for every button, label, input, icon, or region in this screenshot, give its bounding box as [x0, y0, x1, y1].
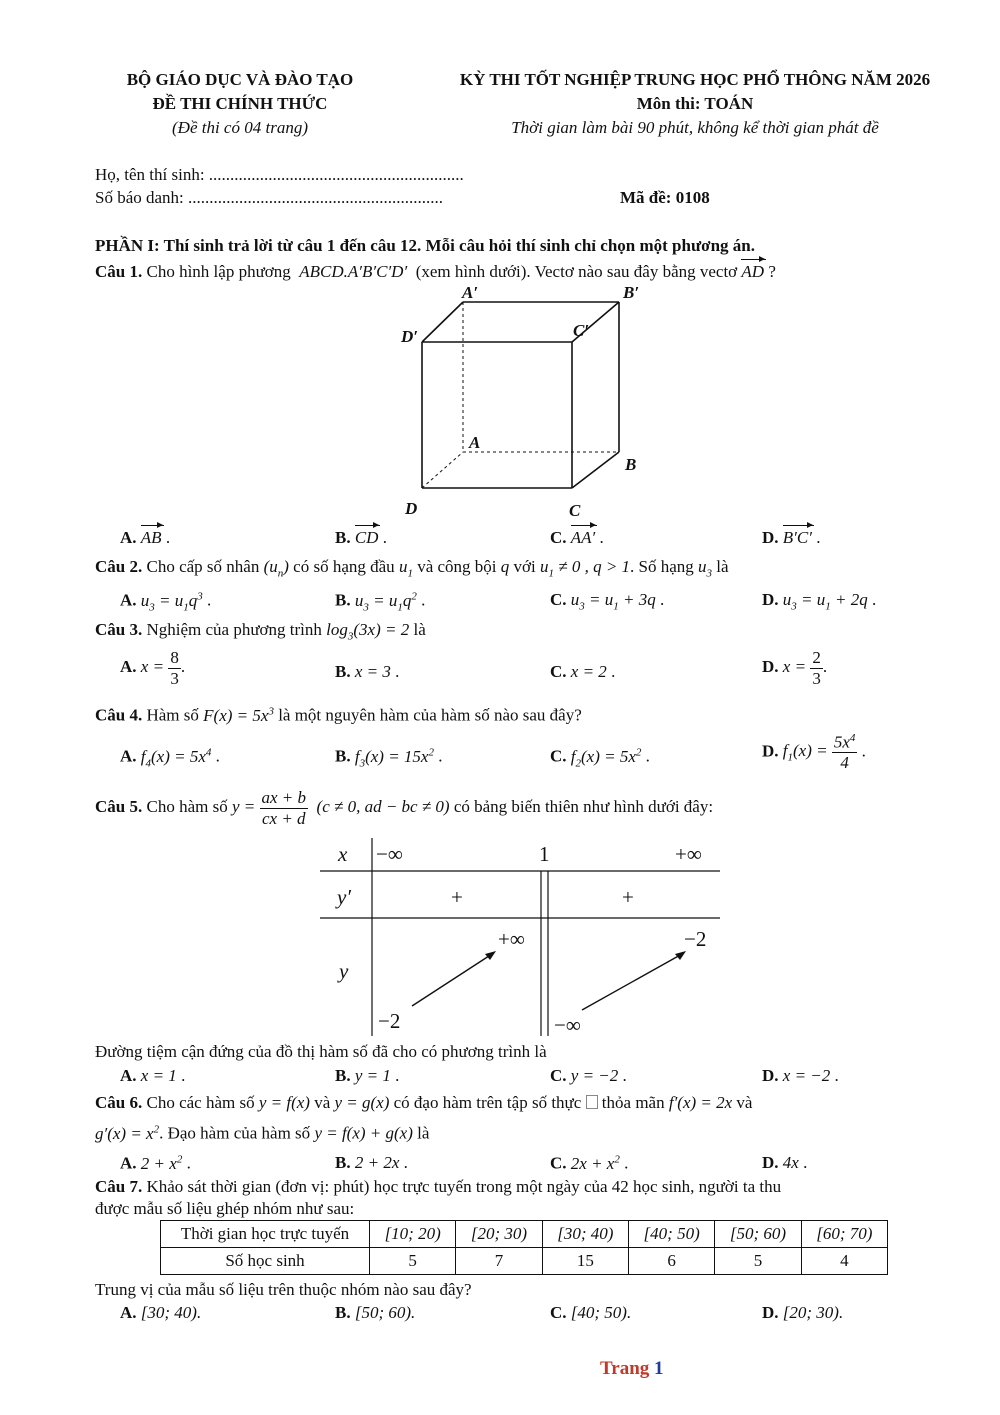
table-cell: [60; 70)	[801, 1221, 887, 1248]
page-no: 1	[654, 1358, 664, 1379]
q1-option-b[interactable]: B. CD .	[335, 528, 387, 547]
table-cell: [30; 40)	[542, 1221, 628, 1248]
q4-option-a[interactable]: A. $f_4(x) = 5x^4$ .	[120, 746, 220, 770]
table-cell: 6	[628, 1248, 714, 1275]
exam-title: KỲ THI TỐT NGHIỆP TRUNG HỌC PHỔ THÔNG NĂM 2026	[459, 70, 931, 89]
q6-text-a: Cho các hàm số	[146, 1093, 255, 1112]
q4-label: Câu 4.	[95, 705, 143, 725]
q5-label: Câu 5.	[95, 796, 143, 816]
q4-stem: Câu 4. Hàm số $F(x) = 5x^3$ là một nguyên hàm của hàm số nào sau đây?	[95, 705, 582, 725]
time-note: Thời gian làm bài 90 phút, không kể thời gian phát đề	[511, 118, 879, 137]
q2-text-a: Cho cấp số nhân	[146, 557, 260, 576]
q4-text-a: Hàm số	[146, 705, 199, 725]
q1-vec-bc: B′C′	[782, 528, 812, 547]
cube-label-b: B	[625, 455, 637, 474]
vt-minus-inf-right: −∞	[554, 1013, 581, 1037]
option-letter: C.	[550, 528, 567, 547]
q3-option-d[interactable]: D. x = $\frac{2}{3}$ .	[762, 648, 828, 688]
q1-vec-aa: AA′	[570, 528, 596, 547]
q7-answer-b: [50; 60).	[354, 1303, 416, 1322]
vt-y-label: y	[339, 959, 349, 983]
q7-answer-c: [40; 50).	[570, 1303, 632, 1322]
q6-text-f: . Đạo hàm của hàm số	[159, 1123, 311, 1143]
q4-text-b: là một nguyên hàm của hàm số nào sau đây?	[278, 705, 582, 725]
q7-label: Câu 7.	[95, 1177, 143, 1196]
q5-option-c[interactable]: C. y = −2 .	[550, 1066, 627, 1085]
q3-option-c[interactable]: C. x = 2 .	[550, 662, 616, 681]
table-cell: 5	[715, 1248, 801, 1275]
q5-option-a[interactable]: A. x = 1 .	[120, 1066, 186, 1085]
cube-label-a-prime: A′	[462, 283, 479, 302]
candidate-name: Họ, tên thí sinh: ............................................................	[95, 165, 464, 184]
q7-option-b[interactable]: B. [50; 60).	[335, 1303, 416, 1322]
table-row	[161, 1221, 888, 1248]
q6-text-c: có đạo hàm trên tập số thực	[393, 1093, 582, 1112]
q2-text-c: và công bội	[417, 557, 497, 576]
variation-table	[320, 838, 720, 1038]
q3-text-b: là	[413, 620, 426, 639]
ministry: BỘ GIÁO DỤC VÀ ĐÀO TẠO	[126, 70, 354, 89]
cube-label-b-prime: B′	[623, 283, 640, 302]
table-cell: [20; 30)	[456, 1221, 542, 1248]
q2-option-b[interactable]: B. $u_3 = u_1q^2$ .	[335, 590, 426, 614]
option-letter: D.	[762, 528, 779, 547]
q6-text-g: là	[417, 1123, 430, 1143]
option-letter: A.	[120, 528, 137, 547]
q7-option-d[interactable]: D. [20; 30).	[762, 1303, 844, 1322]
q1-text-a: Cho hình lập phương	[146, 262, 291, 281]
q3-stem: Câu 3. Nghiệm của phương trình $\log_3(3x) = 2$ là	[95, 620, 426, 643]
cube-label-c-prime: C′	[573, 321, 590, 340]
vt-minus2-left: −2	[378, 1009, 401, 1033]
q6-text-d: thỏa mãn	[601, 1093, 665, 1112]
q2-option-c[interactable]: C. $u_3 = u_1 + 3q$ .	[550, 590, 665, 613]
table-cell: [10; 20)	[370, 1221, 456, 1248]
q3-label: Câu 3.	[95, 620, 143, 639]
q1-stem: Câu 1. Cho hình lập phương ABCD.A′B′C′D′ (xem hình dưới). Vectơ nào sau đây bằng vectơ AD ?	[95, 262, 776, 281]
q6-text-b: và	[314, 1093, 331, 1112]
q6-text-e: và	[736, 1093, 753, 1112]
table-cell: [40; 50)	[628, 1221, 714, 1248]
cube-label-d-prime: D′	[401, 327, 419, 346]
q7-option-c[interactable]: C. [40; 50).	[550, 1303, 632, 1322]
table-cell: 7	[456, 1248, 542, 1275]
q1-label: Câu 1.	[95, 262, 143, 281]
q4-option-b[interactable]: B. $f_3(x) = 15x^2$ .	[335, 746, 443, 770]
vt-plus-left: +	[451, 885, 463, 909]
q2-option-d[interactable]: D. $u_3 = u_1 + 2q$ .	[762, 590, 877, 613]
vt-minus-inf: −∞	[376, 842, 403, 866]
page-word: Trang	[600, 1358, 650, 1379]
q1-option-d[interactable]: D. B′C′ .	[762, 528, 821, 547]
q5-question: Đường tiệm cận đứng của đồ thị hàm số đã cho có phương trình là	[95, 1042, 547, 1061]
q1-vec-cd: CD	[354, 528, 379, 547]
q3-option-a[interactable]: A. x = $\frac{8}{3}$ .	[120, 648, 186, 688]
q7-frequency-table	[160, 1220, 888, 1275]
q5-option-d[interactable]: D. x = −2 .	[762, 1066, 839, 1085]
vt-plus-right: +	[622, 885, 634, 909]
q2-option-a[interactable]: A. $u_3 = u_1q^3$ .	[120, 590, 212, 614]
q6-stem: Câu 6. Cho các hàm số y = f(x) và y = g(x) có đạo hàm trên tập số thực thỏa mãn f′(x) = 2x và	[95, 1093, 753, 1112]
official-label: ĐỀ THI CHÍNH THỨC	[152, 94, 328, 113]
pages-note: (Đề thi có 04 trang)	[172, 118, 308, 137]
q4-option-d[interactable]: D. $f_1(x)$ = $\frac{5x^4}{4}$ .	[762, 732, 866, 773]
q1-vec-ad: AD	[741, 262, 765, 281]
q7-question: Trung vị của mẫu số liệu trên thuộc nhóm nào sau đây?	[95, 1280, 472, 1299]
q6-option-b[interactable]: B. 2 + 2x .	[335, 1153, 408, 1172]
q1-option-a[interactable]: A. AB .	[120, 528, 171, 547]
q6-option-c[interactable]: C. $2x + x^2$ .	[550, 1153, 629, 1173]
cube-label-a: A	[469, 433, 481, 452]
q7-answer-a: [30; 40).	[140, 1303, 202, 1322]
q2-stem: Câu 2. Cho cấp số nhân $(u_n)$ có số hạng đầu $u_1$ và công bội q với $u_1 \ne 0$ , q > 1. Số hạng $u_3$ là	[95, 557, 729, 580]
vt-yprime-label: y′	[337, 885, 351, 909]
cube-label-c: C	[569, 501, 581, 520]
cube-figure	[395, 280, 655, 525]
q2-label: Câu 2.	[95, 557, 143, 576]
q3-option-b[interactable]: B. x = 3 .	[335, 662, 400, 681]
q1-text-b: (xem hình dưới). Vectơ nào sau đây bằng vectơ	[415, 262, 738, 281]
q6-option-a[interactable]: A. $2 + x^2$ .	[120, 1153, 191, 1173]
subject: Môn thi: TOÁN	[636, 94, 754, 113]
q2-text-e: . Số hạng	[630, 557, 694, 576]
vt-plus-inf: +∞	[675, 842, 702, 866]
vt-minus2-right: −2	[684, 927, 707, 951]
q3-text-a: Nghiệm của phương trình	[146, 620, 322, 639]
q2-text-d: với	[513, 557, 536, 576]
q7-answer-d: [20; 30).	[782, 1303, 844, 1322]
table-cell: 4	[801, 1248, 887, 1275]
page-number	[600, 1358, 664, 1380]
q1-cube-name: ABCD.A′B′C′D′	[295, 262, 412, 281]
q5-text-a: Cho hàm số	[146, 796, 228, 816]
vt-plus-inf-left: +∞	[498, 927, 525, 951]
q5-option-b[interactable]: B. y = 1 .	[335, 1066, 400, 1085]
q6-stem-2: $g'(x) = x^2$. Đạo hàm của hàm số y = f(x) + g(x) là	[95, 1123, 430, 1143]
q7-stem-2: được mẫu số liệu ghép nhóm như sau:	[95, 1199, 355, 1218]
cube-label-d: D	[405, 499, 418, 518]
q1-vec-ab: AB	[140, 528, 162, 547]
exam-code: Mã đề: 0108	[620, 188, 710, 207]
table-row	[161, 1248, 888, 1275]
vt-x-label: x	[338, 842, 348, 866]
option-letter: B.	[335, 528, 351, 547]
q1-option-c[interactable]: C. AA′ .	[550, 528, 604, 547]
table-header: Số học sinh	[161, 1248, 370, 1275]
table-cell: 5	[370, 1248, 456, 1275]
q2-text-f: là	[716, 557, 729, 576]
q7-stem	[95, 1177, 781, 1197]
real-set-symbol	[586, 1095, 598, 1109]
table-cell: [50; 60)	[715, 1221, 801, 1248]
table-cell: 15	[542, 1248, 628, 1275]
q5-stem: Câu 5. Cho hàm số y = $\frac{ax + b}{cx + d}$ (c ≠ 0, ad − bc ≠ 0) có bảng biến thiên như hình dưới đây:	[95, 788, 714, 828]
candidate-id: Số báo danh: ............................................................	[95, 188, 444, 207]
table-header: Thời gian học trực tuyến	[161, 1221, 370, 1248]
q6-option-d[interactable]: D. 4x .	[762, 1153, 808, 1172]
q5-text-b: có bảng biến thiên như hình dưới đây:	[453, 796, 714, 816]
q4-option-c[interactable]: C. $f_2(x) = 5x^2$ .	[550, 746, 650, 770]
q7-text: Khảo sát thời gian (đơn vị: phút) học trực tuyến trong một ngày của 42 học sinh, người ta thu	[146, 1177, 782, 1196]
vt-one: 1	[539, 842, 550, 866]
q6-label: Câu 6.	[95, 1093, 143, 1112]
q7-option-a[interactable]: A. [30; 40).	[120, 1303, 202, 1322]
q2-text-b: có số hạng đầu	[293, 557, 395, 576]
part1-title: PHẦN I: Thí sinh trả lời từ câu 1 đến câu 12. Mỗi câu hỏi thí sinh chỉ chọn một phương án.	[95, 236, 755, 255]
